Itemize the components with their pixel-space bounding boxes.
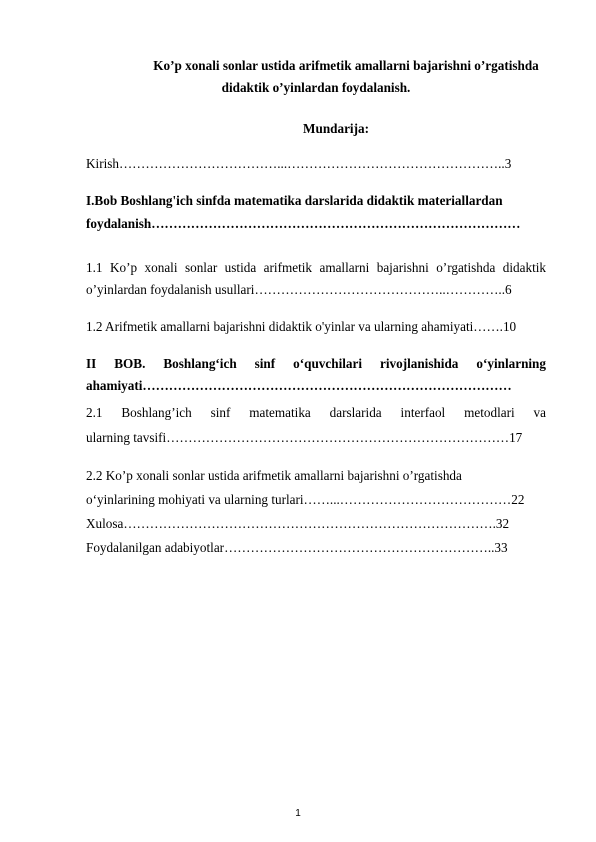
toc-entry-bob2-line1: II BOB. Boshlang‘ich sinf o‘quvchilari rivojlanishida o‘yinlarning (86, 356, 546, 371)
title-line-2: didaktik o’yinlardan foydalanish. (221, 80, 411, 95)
toc-entry-1-1-line2: o’yinlardan foydalanish usullari……………………………………..…………..6 (86, 282, 512, 297)
toc-entry-bob1-line1: I.Bob Boshlang'ich sinfda matematika darslarida didaktik materiallardan (86, 193, 503, 208)
toc-heading: Mundarija: (303, 121, 369, 136)
toc-entry-1-2: 1.2 Arifmetik amallarni bajarishni didaktik o'yinlar va ularning ahamiyati…….10 (86, 319, 517, 334)
page-number: 1 (295, 808, 301, 819)
title-line-1: Ko’p xonali sonlar ustida arifmetik amallarni bajarishni o’rgatishda (153, 58, 539, 73)
toc-entry-1-1-line1: 1.1 Ko’p xonali sonlar ustida arifmetik amallarni bajarishni o’rgatishda didaktik (86, 260, 546, 275)
toc-entry-bob2-line2: ahamiyati………………………………………………………………………… (86, 378, 512, 393)
toc-entry-2-1-line2: ularning tavsifi……………………………………………………………………17 (86, 430, 523, 445)
toc-entry-2-2-line2: o‘yinlarining mohiyati va ularning turlari……...…………………………………22 (86, 492, 525, 507)
toc-entry-2-2-line1: 2.2 Ko’p xonali sonlar ustida arifmetik amallarni bajarishni o’rgatishda (86, 468, 462, 483)
toc-entry-2-1-line1: 2.1 Boshlang’ich sinf matematika darslarida interfaol metodlari va (86, 405, 546, 420)
toc-entry-adabiyotlar: Foydalanilgan adabiyotlar……………………………………………………..33 (86, 540, 508, 555)
toc-entry-xulosa: Xulosa………………………………………………………………………….32 (86, 516, 510, 531)
toc-entry-kirish: Kirish………………………………...…………………………………………..3 (86, 156, 512, 171)
toc-entry-bob1-line2: foydalanish………………………………………………………………………… (86, 216, 521, 231)
